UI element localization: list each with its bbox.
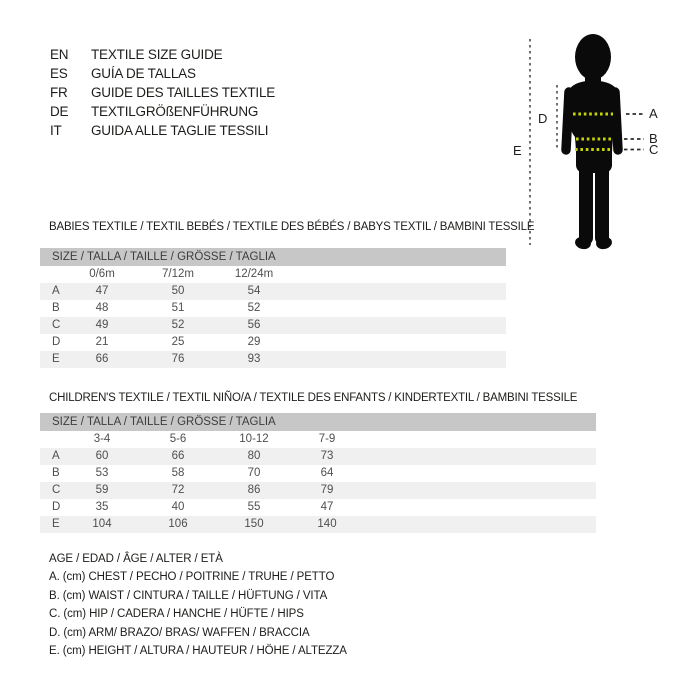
column-header: 7-9	[318, 433, 336, 445]
cell-value: 56	[247, 319, 261, 331]
language-row	[50, 64, 275, 83]
cell-value: 79	[320, 484, 334, 496]
language-code: ES	[50, 66, 68, 81]
cell-value: 52	[247, 302, 261, 314]
children-section-title: CHILDREN'S TEXTILE / TEXTIL NIÑO/A / TEXTILE DES ENFANTS / KINDERTEXTIL / BAMBINI TESSILE	[49, 392, 578, 404]
language-label: GUÍA DE TALLAS	[91, 66, 196, 81]
column-header-row	[40, 431, 596, 448]
language-row	[50, 83, 275, 102]
children-size-header-label: SIZE / TALLA / TAILLE / GRÖSSE / TAGLIA	[52, 416, 276, 428]
row-label: A	[52, 285, 60, 297]
legend-age-line: AGE / EDAD / ÂGE / ALTER / ETÀ	[49, 553, 223, 565]
cell-value: 47	[95, 285, 109, 297]
figure-label-d: D	[538, 111, 548, 126]
language-code: DE	[50, 104, 69, 119]
cell-value: 73	[320, 450, 334, 462]
cell-value: 35	[95, 501, 109, 513]
row-label: C	[52, 319, 61, 331]
cell-value: 52	[171, 319, 185, 331]
table-row	[40, 351, 506, 368]
column-header-row	[40, 266, 506, 283]
cell-value: 86	[247, 484, 261, 496]
legend-line: C. (cm) HIP / CADERA / HANCHE / HÜFTE / HIPS	[49, 608, 304, 621]
table-row	[40, 334, 506, 351]
cell-value: 49	[95, 319, 109, 331]
row-label: B	[52, 302, 60, 314]
figure-label-a: A	[649, 106, 658, 121]
child-silhouette	[566, 34, 620, 251]
language-label: GUIDE DES TAILLES TEXTILE	[91, 85, 276, 100]
figure-label-c: C	[649, 142, 659, 157]
cell-value: 55	[247, 501, 261, 513]
table-row	[40, 499, 596, 516]
column-header: 12/24m	[234, 268, 274, 280]
language-label: TEXTILGRÖßENFÜHRUNG	[91, 104, 259, 119]
cell-value: 59	[95, 484, 109, 496]
table-row	[40, 482, 596, 499]
language-code: EN	[50, 47, 69, 62]
legend-line: E. (cm) HEIGHT / ALTURA / HAUTEUR / HÖHE / ALTEZZA	[49, 645, 347, 658]
children-size-header-bar	[40, 413, 596, 431]
column-header: 7/12m	[162, 268, 194, 280]
column-header: 3-4	[93, 433, 111, 445]
table-row	[40, 465, 596, 482]
row-label: C	[52, 484, 61, 496]
cell-value: 66	[171, 450, 185, 462]
language-code: IT	[50, 123, 62, 138]
language-code: FR	[50, 85, 68, 100]
cell-value: 93	[247, 353, 261, 365]
table-row	[40, 300, 506, 317]
column-header: 5-6	[169, 433, 187, 445]
cell-value: 106	[168, 518, 188, 530]
cell-value: 76	[171, 353, 185, 365]
children-size-table	[40, 413, 596, 533]
cell-value: 21	[95, 336, 109, 348]
language-row	[50, 45, 275, 64]
language-list	[50, 45, 275, 140]
measurement-legend	[49, 550, 347, 660]
cell-value: 25	[171, 336, 185, 348]
babies-size-header-bar	[40, 248, 506, 266]
language-label: GUIDA ALLE TAGLIE TESSILI	[91, 123, 269, 138]
column-header: 10-12	[239, 433, 269, 445]
row-label: E	[52, 353, 60, 365]
cell-value: 54	[247, 285, 261, 297]
language-row	[50, 121, 275, 140]
table-row	[40, 317, 506, 334]
language-row	[50, 102, 275, 121]
cell-value: 40	[171, 501, 185, 513]
table-row	[40, 448, 596, 465]
babies-size-table	[40, 248, 506, 368]
row-label: A	[52, 450, 60, 462]
legend-line: B. (cm) WAIST / CINTURA / TAILLE / HÜFTUNG / VITA	[49, 589, 328, 602]
row-label: D	[52, 336, 61, 348]
cell-value: 150	[244, 518, 264, 530]
column-header: 0/6m	[89, 268, 115, 280]
row-label: B	[52, 467, 60, 479]
cell-value: 66	[95, 353, 109, 365]
cell-value: 60	[95, 450, 109, 462]
legend-line: D. (cm) ARM/ BRAZO/ BRAS/ WAFFEN / BRACCIA	[49, 626, 310, 639]
cell-value: 64	[320, 467, 334, 479]
row-label: E	[52, 518, 60, 530]
babies-table-body	[40, 266, 506, 368]
legend-line: A. (cm) CHEST / PECHO / POITRINE / TRUHE / PETTO	[49, 571, 335, 584]
cell-value: 53	[95, 467, 109, 479]
table-row	[40, 516, 596, 533]
legend-items	[49, 568, 347, 660]
cell-value: 72	[171, 484, 185, 496]
cell-value: 47	[320, 501, 334, 513]
babies-section-title: BABIES TEXTILE / TEXTIL BEBÉS / TEXTILE DES BÉBÉS / BABYS TEXTIL / BAMBINI TESSILE	[49, 221, 535, 233]
figure-label-b: B	[649, 131, 658, 146]
figure-label-e: E	[513, 143, 522, 158]
babies-size-header-label: SIZE / TALLA / TAILLE / GRÖSSE / TAGLIA	[52, 251, 276, 263]
cell-value: 70	[247, 467, 261, 479]
table-row	[40, 283, 506, 300]
cell-value: 104	[92, 518, 112, 530]
cell-value: 140	[317, 518, 337, 530]
cell-value: 50	[171, 285, 185, 297]
cell-value: 51	[171, 302, 185, 314]
cell-value: 48	[95, 302, 109, 314]
cell-value: 80	[247, 450, 261, 462]
cell-value: 29	[247, 336, 261, 348]
children-table-body	[40, 431, 596, 533]
cell-value: 58	[171, 467, 185, 479]
language-label: TEXTILE SIZE GUIDE	[91, 47, 223, 62]
row-label: D	[52, 501, 61, 513]
